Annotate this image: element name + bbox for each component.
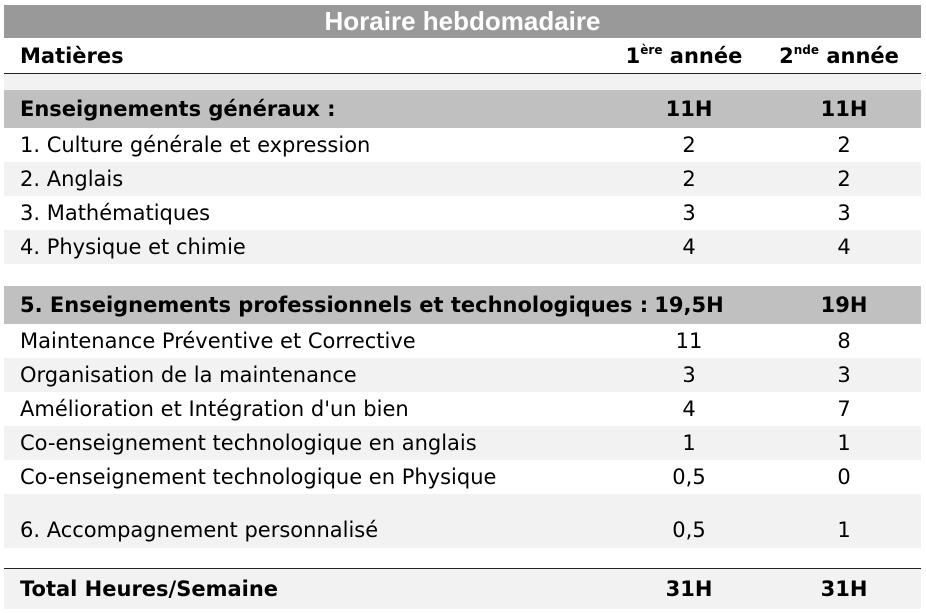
row-year1-value: 1 xyxy=(682,431,696,455)
table-row xyxy=(4,196,921,230)
row-subject: Co-enseignement technologique en Physique xyxy=(20,465,497,489)
row-subject: 6. Accompagnement personnalisé xyxy=(20,518,379,542)
row-year1-value: 3 xyxy=(682,363,696,387)
row-subject: 2. Anglais xyxy=(20,167,124,191)
table-row xyxy=(4,460,921,494)
row-subject: Co-enseignement technologique en anglais xyxy=(20,431,477,455)
row-year2-value: 2 xyxy=(837,133,851,157)
header-subject: Matières xyxy=(20,44,124,68)
spacer-row xyxy=(4,264,921,286)
row-year1-value: 0,5 xyxy=(672,465,706,489)
table-title: Horaire hebdomadaire xyxy=(4,5,921,38)
row-year2-value: 1 xyxy=(837,518,851,542)
spacer-row xyxy=(4,74,921,90)
row-year1-value: 0,5 xyxy=(672,518,706,542)
table-row xyxy=(4,230,921,264)
row-year2-value: 1 xyxy=(837,431,851,455)
row-subject: 1. Culture générale et expression xyxy=(20,133,371,157)
row-year2-value: 31H xyxy=(820,577,868,601)
row-year2-value: 3 xyxy=(837,363,851,387)
row-subject: Total Heures/Semaine xyxy=(20,577,279,601)
row-year2-value: 11H xyxy=(820,97,868,121)
row-subject: 5. Enseignements professionnels et technologiques : xyxy=(20,293,649,317)
row-year1-value: 11H xyxy=(665,97,713,121)
table-row xyxy=(4,512,921,548)
row-year1-value: 31H xyxy=(665,577,713,601)
row-subject: Organisation de la maintenance xyxy=(20,363,357,387)
table-header-row xyxy=(4,39,921,74)
row-subject: 4. Physique et chimie xyxy=(20,235,246,259)
row-year1-value: 19,5H xyxy=(654,293,724,317)
section-row-general xyxy=(4,90,921,128)
table-row xyxy=(4,128,921,162)
table-row xyxy=(4,426,921,460)
row-year2-value: 7 xyxy=(837,397,851,421)
row-subject: Amélioration et Intégration d'un bien xyxy=(20,397,409,421)
section-row-professional xyxy=(4,286,921,324)
row-year2-value: 8 xyxy=(837,329,851,353)
row-year1-value: 3 xyxy=(682,201,696,225)
spacer-row xyxy=(4,548,921,568)
row-year1-value: 2 xyxy=(682,133,696,157)
row-year2-value: 0 xyxy=(837,465,851,489)
row-year2-value: 19H xyxy=(820,293,868,317)
table-row xyxy=(4,324,921,358)
row-year2-value: 2 xyxy=(837,167,851,191)
row-year1-value: 2 xyxy=(682,167,696,191)
row-subject: Maintenance Préventive et Corrective xyxy=(20,329,416,353)
header-year1: 1ère année xyxy=(625,43,743,68)
total-row xyxy=(4,568,921,609)
row-year1-value: 4 xyxy=(682,235,696,259)
row-year2-value: 3 xyxy=(837,201,851,225)
row-subject: Enseignements généraux : xyxy=(20,97,336,121)
row-year1-value: 4 xyxy=(682,397,696,421)
header-year2: 2nde année xyxy=(779,43,899,68)
table-row xyxy=(4,392,921,426)
table-row xyxy=(4,162,921,196)
row-subject: 3. Mathématiques xyxy=(20,201,211,225)
row-year1-value: 11 xyxy=(675,329,703,353)
row-year2-value: 4 xyxy=(837,235,851,259)
spacer-row xyxy=(4,494,921,512)
table-row xyxy=(4,358,921,392)
